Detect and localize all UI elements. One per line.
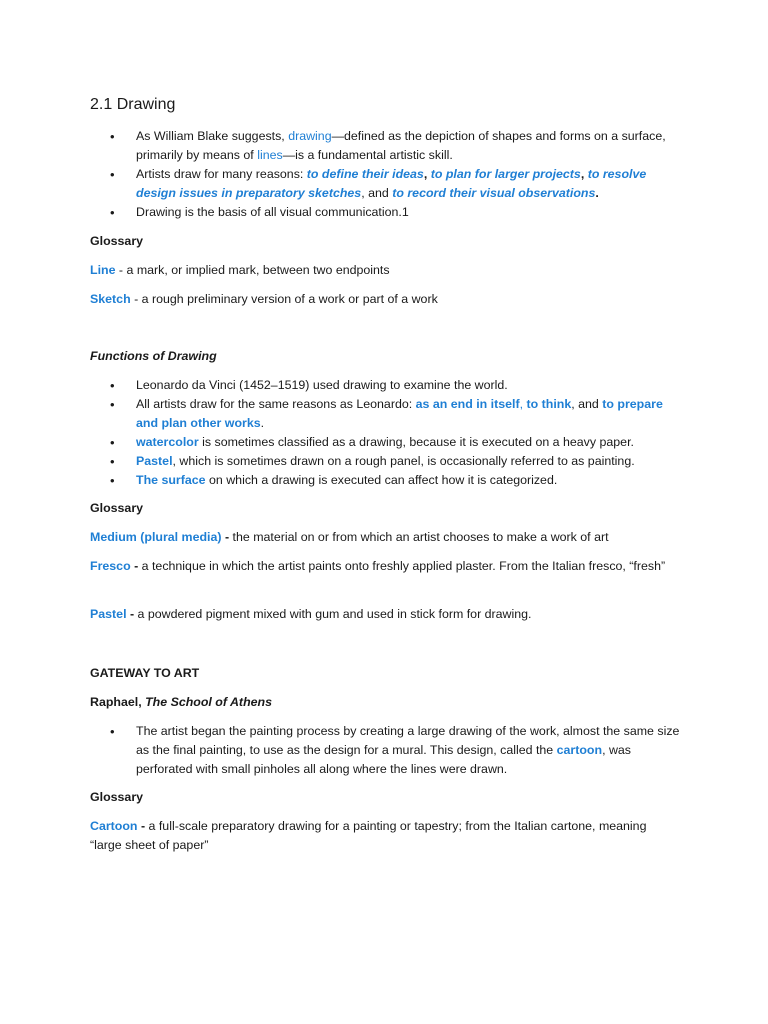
gateway-heading: GATEWAY TO ART <box>90 666 200 680</box>
list-item: • The surface on which a drawing is executed can affect how it is categorized. <box>90 471 680 490</box>
glossary-entry-medium: Medium (plural media) - the material on or from which an artist chooses to make a work of art <box>90 530 609 544</box>
list-item: • Leonardo da Vinci (1452–1519) used drawing to examine the world. <box>90 376 680 395</box>
glossary-entry-fresco: Fresco - a technique in which the artist paints onto freshly applied plaster. From the Italian fresco, “fresh” <box>90 559 666 573</box>
glossary-entry-sketch: Sketch - a rough preliminary version of a work or part of a work <box>90 292 438 306</box>
list-item: • watercolor is sometimes classified as a drawing, because it is executed on a heavy paper. <box>90 433 680 452</box>
list-item: • The artist began the painting process by creating a large drawing of the work, almost the same size as the final painting, to use as the design for a mural. This design, called the cartoon, was perforated with small pinholes all along where the lines were drawn. <box>90 722 680 779</box>
artwork-caption: Raphael, The School of Athens <box>90 695 272 709</box>
list-item: • Artists draw for many reasons: to define their ideas, to plan for larger projects, to resolve design issues in preparatory sketches, and to record their visual observations. <box>90 165 680 203</box>
list-item: • All artists draw for the same reasons as Leonardo: as an end in itself, to think, and to prepare and plan other works. <box>90 395 680 433</box>
term-drawing: drawing <box>288 129 332 143</box>
glossary-heading: Glossary <box>90 501 144 515</box>
glossary-entry-cartoon: Cartoon - a full-scale preparatory drawing for a painting or tapestry; from the Italian cartone, meaning “large sheet of paper” <box>90 819 647 852</box>
glossary-entry-line: Line - a mark, or implied mark, between two endpoints <box>90 263 390 277</box>
glossary-entry-pastel: Pastel - a powdered pigment mixed with gum and used in stick form for drawing. <box>90 607 532 621</box>
term-lines: lines <box>257 148 283 162</box>
list-item: • Pastel, which is sometimes drawn on a rough panel, is occasionally referred to as painting. <box>90 452 680 471</box>
functions-bullet-list <box>90 376 680 490</box>
subsection-heading: Functions of Drawing <box>90 349 217 363</box>
gateway-bullet-list <box>90 722 680 779</box>
glossary-heading: Glossary <box>90 790 144 804</box>
section-title: 2.1 Drawing <box>90 96 176 113</box>
list-item: • As William Blake suggests, drawing—defined as the depiction of shapes and forms on a surface, primarily by means of lines—is a fundamental artistic skill. <box>90 127 680 165</box>
intro-bullet-list <box>90 127 680 222</box>
glossary-heading: Glossary <box>90 234 144 248</box>
list-item: • Drawing is the basis of all visual communication.1 <box>90 203 680 222</box>
